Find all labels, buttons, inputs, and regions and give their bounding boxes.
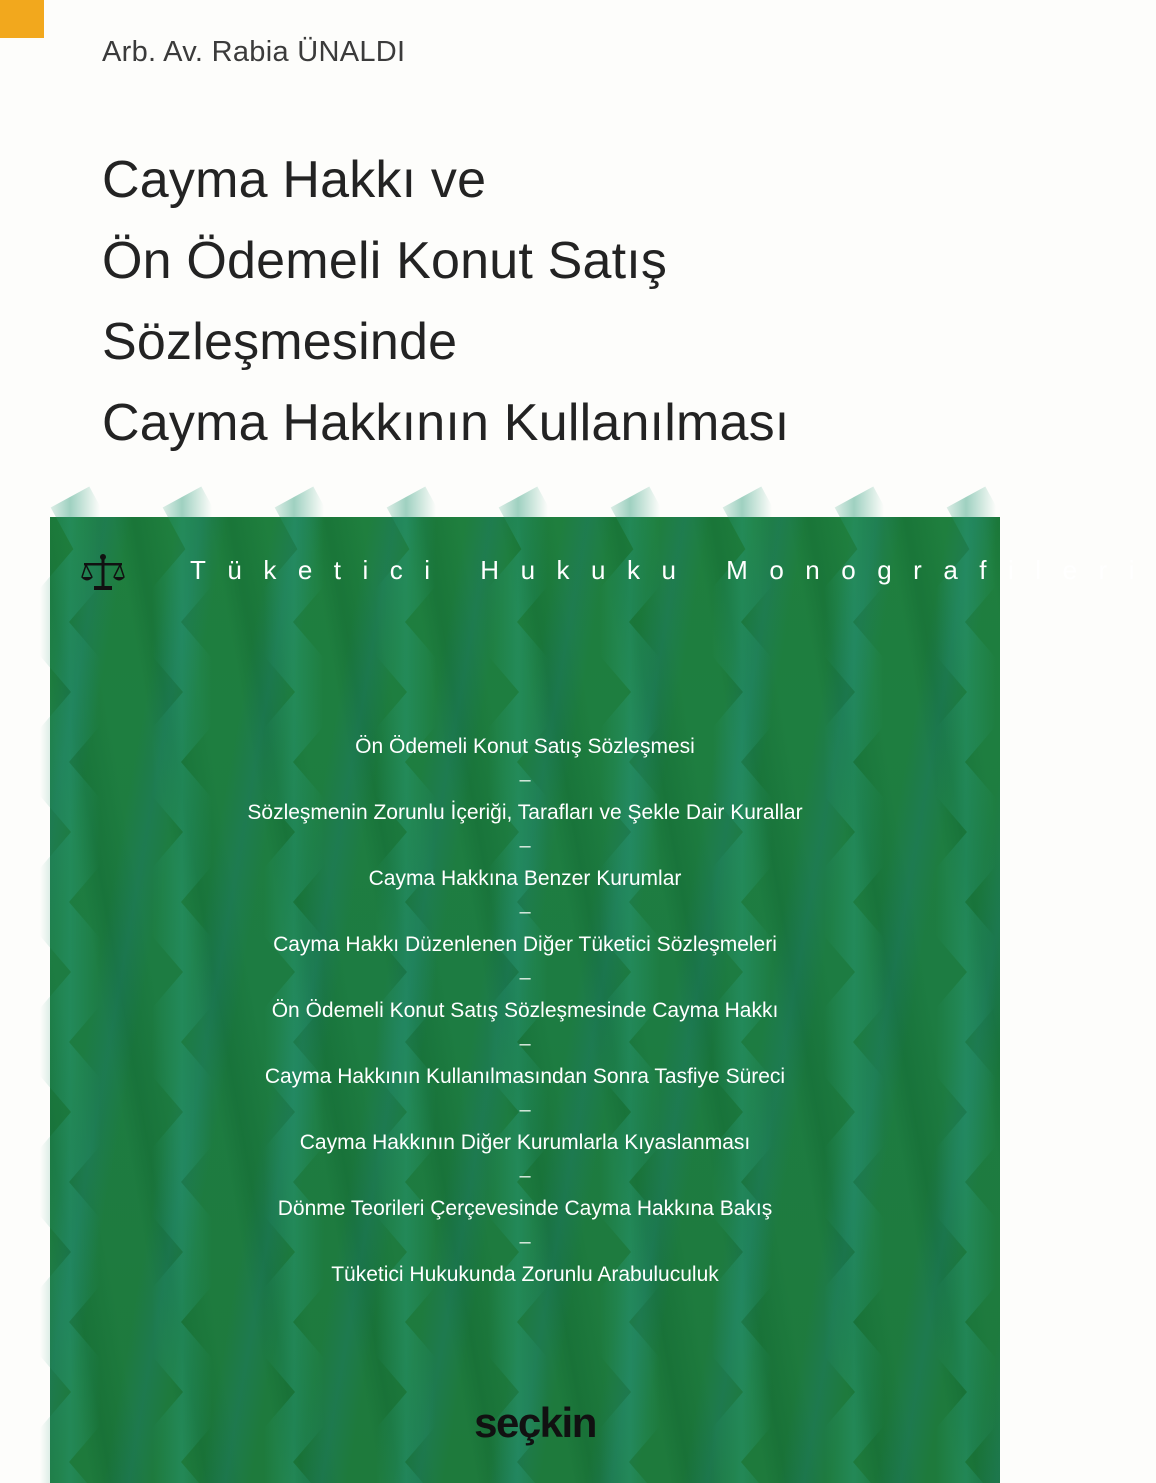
topic-item: Dönme Teorileri Çerçevesinde Cayma Hakkına Bakış	[277, 1197, 773, 1220]
topic-list	[50, 732, 1000, 1290]
publisher-logo: seçkin	[474, 1399, 596, 1446]
topic-item: Ön Ödemeli Konut Satış Sözleşmesinde Cayma Hakkı	[271, 999, 779, 1022]
topic-separator: –	[519, 1231, 531, 1253]
topic-item: Sözleşmenin Zorunlu İçeriği, Tarafları ve Şekle Dair Kurallar	[247, 801, 803, 824]
author-name: Arb. Av. Rabia ÜNALDI	[102, 36, 406, 68]
cover-green-panel	[50, 517, 1156, 1483]
series-header	[80, 553, 1156, 593]
book-title	[102, 140, 962, 464]
topic-item: Tüketici Hukukunda Zorunlu Arabuluculuk	[331, 1263, 719, 1286]
title-line: Ön Ödemeli Konut Satış	[102, 232, 668, 290]
title-line: Cayma Hakkının Kullanılması	[102, 394, 790, 452]
corner-accent-mark	[0, 0, 44, 38]
topic-separator: –	[519, 1165, 531, 1187]
topic-separator: –	[519, 1099, 531, 1121]
series-title: Tüketici Hukuku Monografileri	[190, 555, 1156, 585]
title-line: Cayma Hakkı ve	[102, 151, 487, 209]
scales-of-justice-icon	[80, 553, 126, 593]
topic-item: Ön Ödemeli Konut Satış Sözleşmesi	[355, 735, 695, 758]
topic-separator: –	[519, 1033, 531, 1055]
topic-separator: –	[519, 967, 531, 989]
topic-item: Cayma Hakkının Diğer Kurumlarla Kıyaslanması	[299, 1131, 751, 1154]
topic-separator: –	[519, 901, 531, 923]
topic-item: Cayma Hakkına Benzer Kurumlar	[368, 867, 682, 890]
topic-separator: –	[519, 835, 531, 857]
topic-separator: –	[519, 769, 531, 791]
topic-item: Cayma Hakkının Kullanılmasından Sonra Tasfiye Süreci	[264, 1065, 786, 1088]
title-line: Sözleşmesinde	[102, 313, 458, 371]
topic-item: Cayma Hakkı Düzenlenen Diğer Tüketici Sözleşmeleri	[273, 933, 777, 956]
